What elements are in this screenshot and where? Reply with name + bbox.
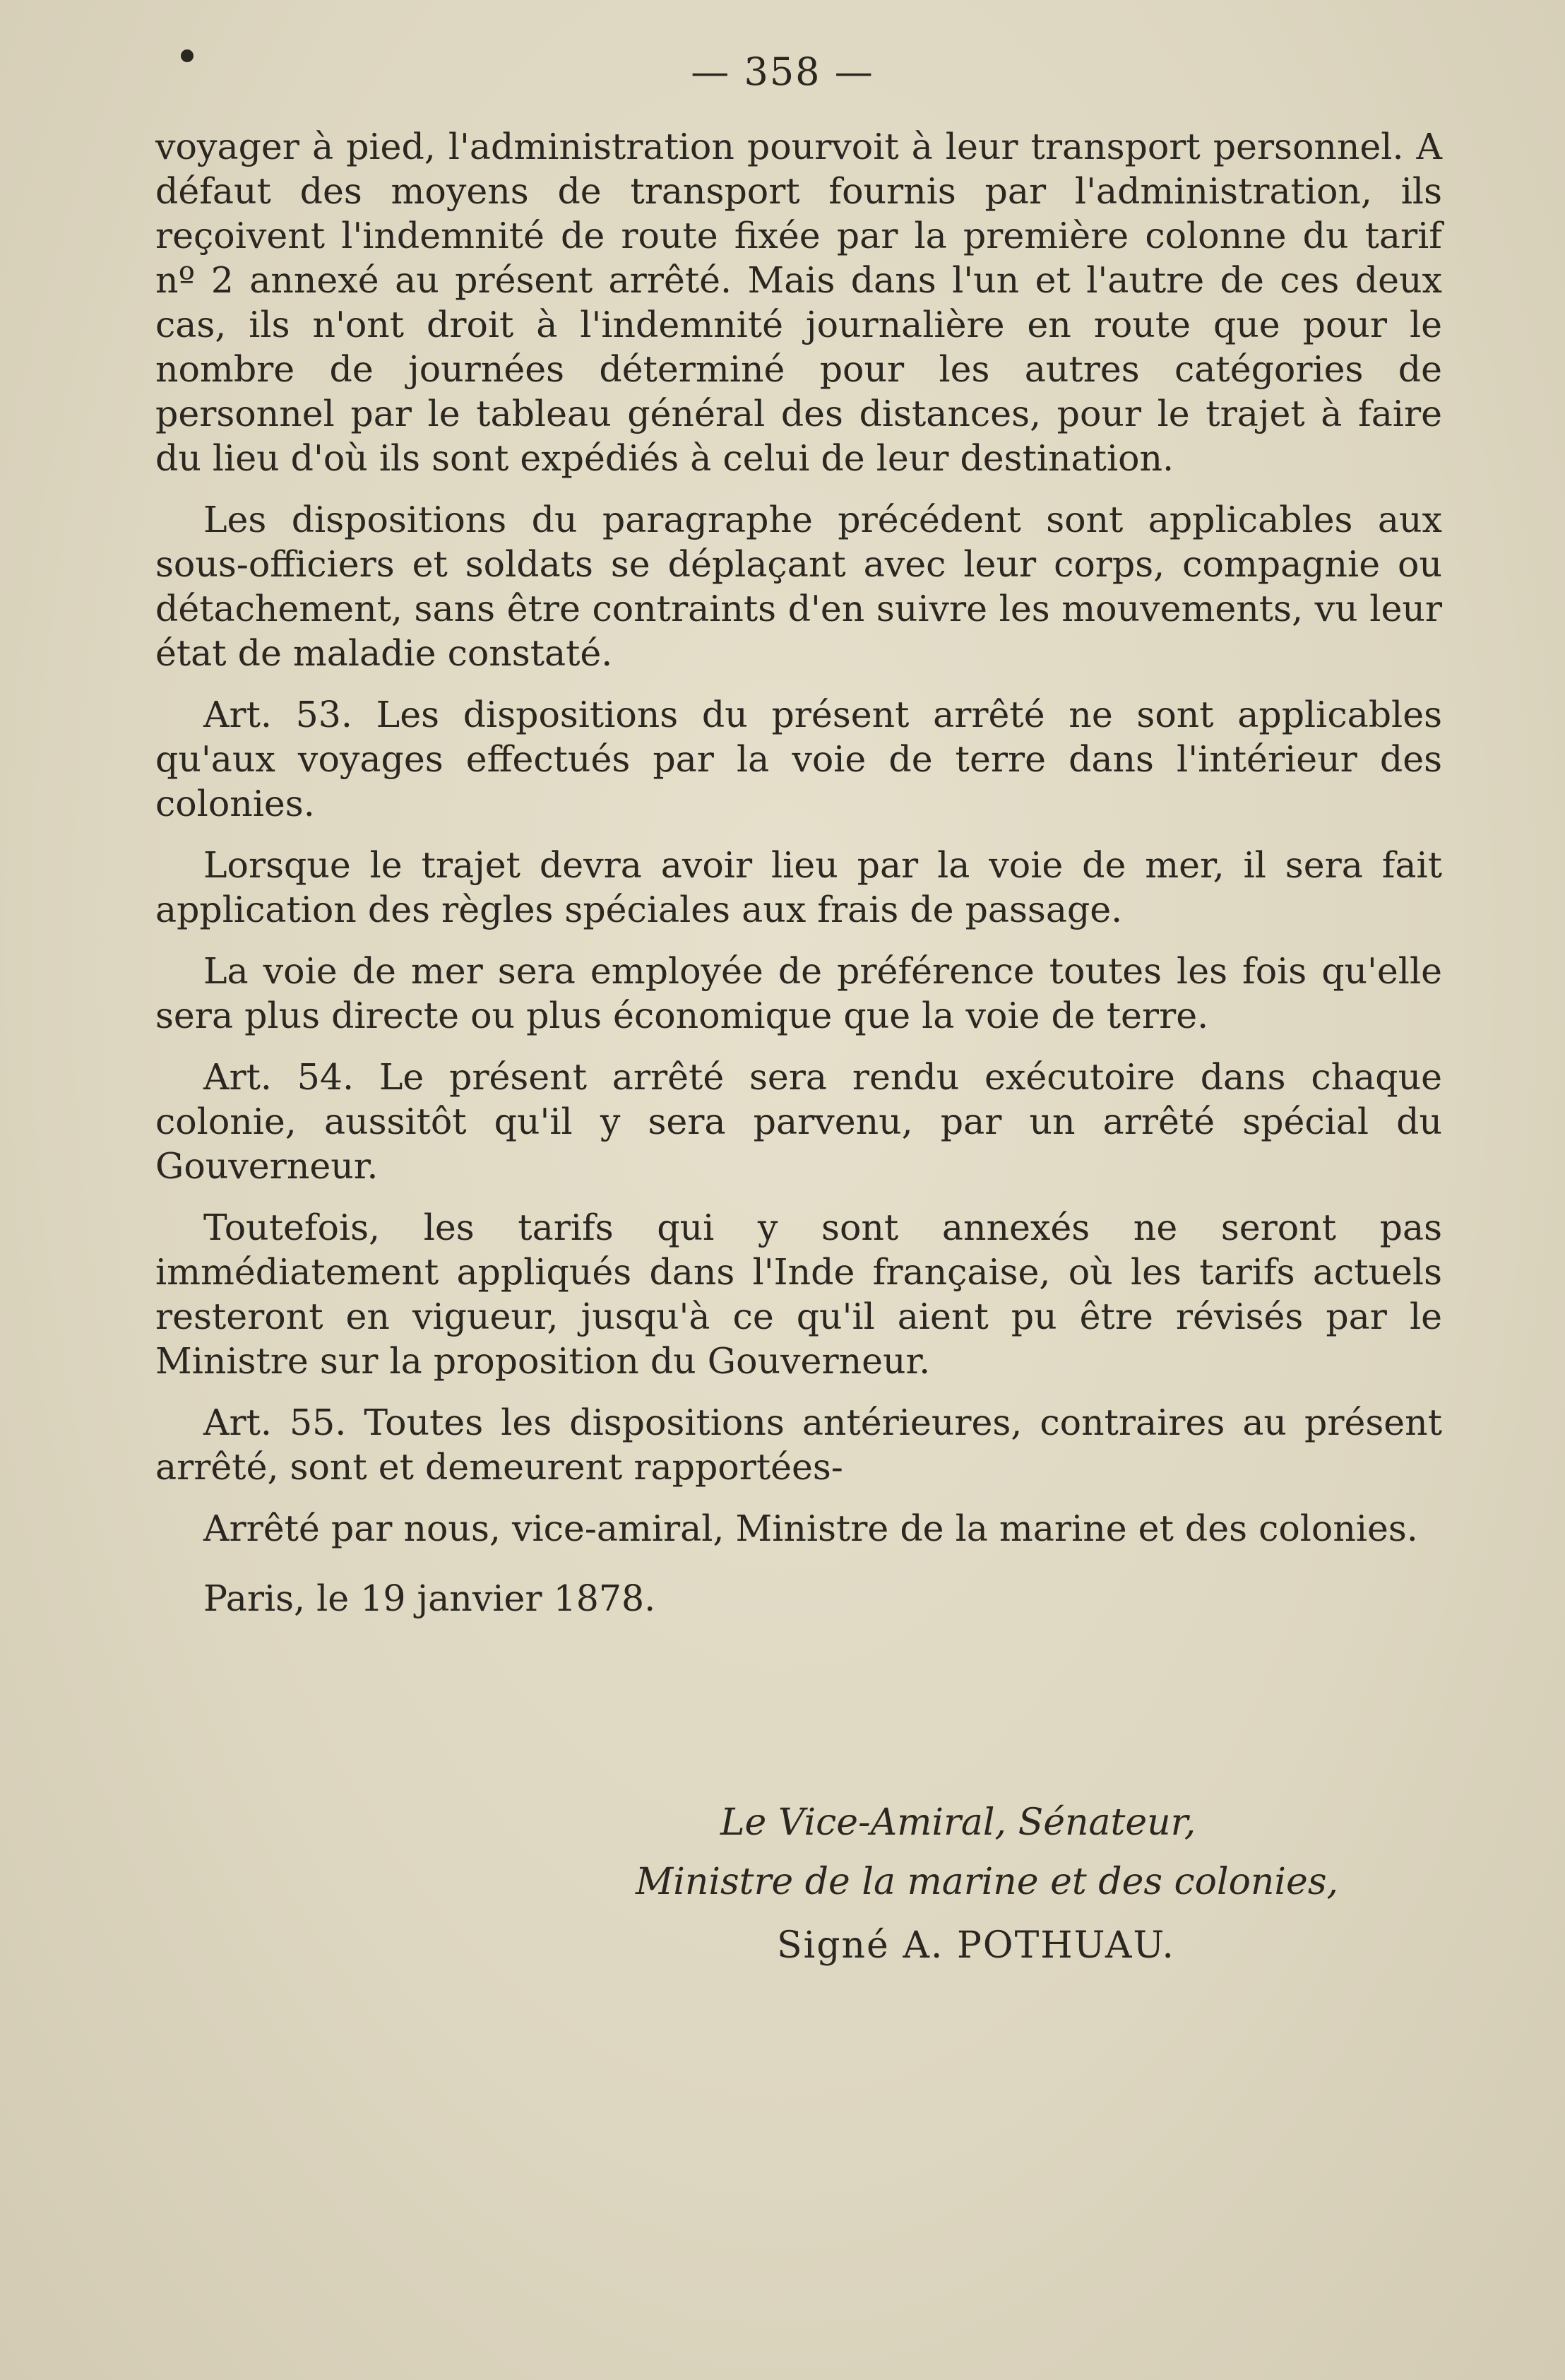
paragraph-voie-de-mer: Lorsque le trajet devra avoir lieu par la voie de mer, il sera fait application des règles spéciales aux frais de passage. <box>155 844 1442 930</box>
body-text <box>155 124 1442 1638</box>
page-number: — 358 — <box>691 49 874 94</box>
paragraph-arrete: Arrêté par nous, vice-amiral, Ministre de la marine et des colonies. <box>203 1508 1418 1549</box>
paragraph-art-55: Art. 55. Toutes les dispositions antérieures, contraires au présent arrêté, sont et demeurent rapportées- <box>155 1402 1442 1488</box>
paragraph-sous-officiers: Les dispositions du paragraphe précédent sont applicables aux sous-officiers et soldats se déplaçant avec leur corps, compagnie ou détachement, sans être contraints d'en suivre les mouvements, vu leur état de maladie constaté. <box>155 499 1442 674</box>
paragraph-toutefois: Toutefois, les tarifs qui y sont annexés ne seront pas immédiatement appliqués dans l'Inde française, où les tarifs actuels resteront en vigueur, jusqu'à ce qu'il aient pu être révisés par le Ministre sur la proposition du Gouverneur. <box>155 1207 1442 1382</box>
signature-title: Le Vice-Amiral, Sénateur, <box>720 1801 1196 1844</box>
paragraph-continuation: voyager à pied, l'administration pourvoit à leur transport personnel. A défaut des moyens de transport fournis par l'administration, ils reçoivent l'indemnité de route fixée par la première colonne du tarif nº 2 annexé au présent arrêté. Mais dans l'un et l'autre de ces deux cas, ils n'ont droit à l'indemnité journalière en route que pour le nombre de journées déterminé pour les autres catégories de personnel par le tableau général des distances, pour le trajet à faire du lieu d'où ils sont expédiés à celui de leur destination. <box>155 126 1442 479</box>
paragraph-preference: La voie de mer sera employée de préférence toutes les fois qu'elle sera plus directe ou plus économique que la voie de terre. <box>155 950 1442 1036</box>
paragraph-date: Paris, le 19 janvier 1878. <box>203 1577 656 1619</box>
signature-name: Signé A. POTHUAU. <box>777 1924 1175 1967</box>
signature-ministry: Ministre de la marine et des colonies, <box>636 1861 1339 1903</box>
paragraph-art-54: Art. 54. Le présent arrêté sera rendu exécutoire dans chaque colonie, aussitôt qu'il y sera parvenu, par un arrêté spécial du Gouverneur. <box>155 1056 1442 1187</box>
paragraph-art-53: Art. 53. Les dispositions du présent arrêté ne sont applicables qu'aux voyages effectués par la voie de terre dans l'intérieur des colonies. <box>155 694 1442 824</box>
